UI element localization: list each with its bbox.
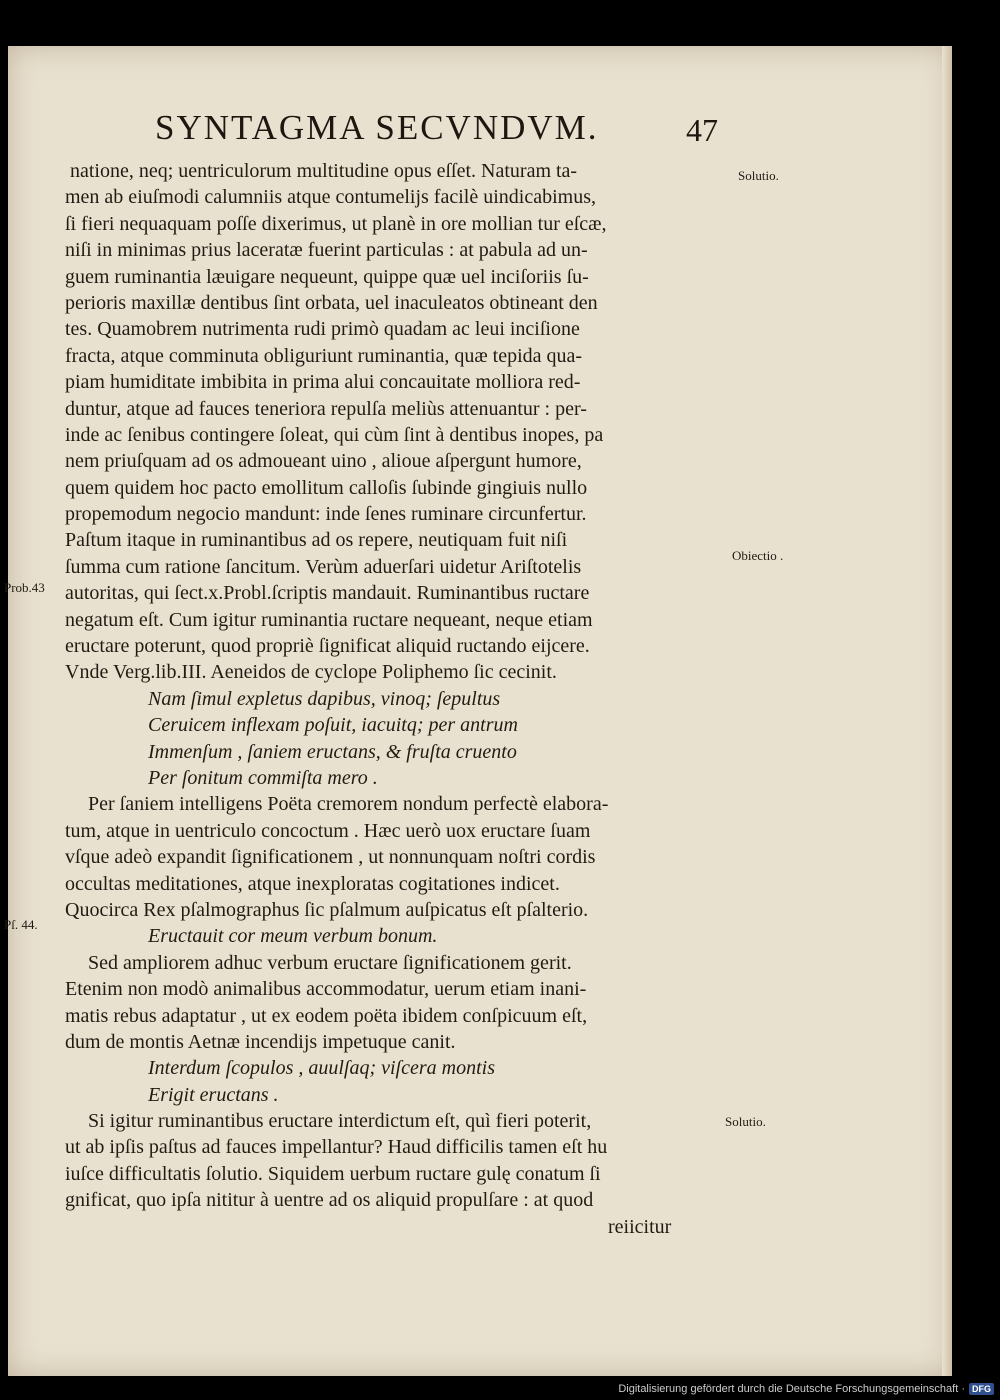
text-line	[0, 1082, 1000, 1108]
text-line-content: guem ruminantia læuigare nequeunt, quippe quæ uel inciſoriis ſu-	[65, 265, 589, 288]
text-line-content: niſi in minimas prius laceratæ fuerint particulas : at pabula ad un-	[65, 239, 588, 262]
margin-note-obiectio: Obiectio .	[732, 548, 784, 563]
page-number: 47	[686, 112, 718, 148]
text-line	[0, 871, 1000, 897]
digitization-footer	[618, 1382, 994, 1396]
text-line-content: Per ſaniem intelligens Poëta cremorem nondum perfectè elabora-	[88, 793, 609, 816]
text-line	[0, 290, 1000, 316]
text-line-content: Ceruicem inflexam poſuit, iacuitq; per antrum	[148, 714, 518, 737]
text-line	[0, 501, 1000, 527]
text-line	[0, 923, 1000, 949]
text-line-content: vſque adeò expandit ſignificationem , ut nonnunquam noſtri cordis	[65, 846, 596, 869]
text-line-content: propemodum negocio mandunt: inde ſenes ruminare circunfertur.	[65, 503, 587, 526]
text-line	[0, 950, 1000, 976]
margin-note-psalm: Pſ. 44.	[4, 917, 38, 932]
text-line	[0, 686, 1000, 712]
text-line-content: Etenim non modò animalibus accommodatur, uerum etiam inani-	[65, 978, 587, 1001]
text-line	[0, 1214, 1000, 1240]
text-line	[0, 607, 1000, 633]
text-line	[0, 739, 1000, 765]
text-line	[0, 396, 1000, 422]
text-line-content: occultas meditationes, atque inexploratas cogitationes indicet.	[65, 872, 560, 895]
text-line	[0, 1029, 1000, 1055]
text-line-content: ſumma cum ratione ſancitum. Verùm aduerſari uidetur Ariſtotelis	[65, 555, 582, 578]
text-line	[0, 1134, 1000, 1160]
text-line-content: Sed ampliorem adhuc verbum eructare ſignificationem gerit.	[88, 951, 572, 974]
text-line-content: Immenſum , ſaniem eructans, & fruſta cruento	[148, 740, 517, 763]
text-line-content: natione, neq; uentriculorum multitudine opus eſſet. Naturam ta-	[70, 160, 578, 182]
text-line-content: tes. Quamobrem nutrimenta rudi primò quadam ac leui inciſione	[65, 318, 580, 341]
text-line	[0, 475, 1000, 501]
margin-note-solutio: Solutio.	[738, 168, 779, 183]
text-line	[0, 976, 1000, 1002]
text-line	[0, 844, 1000, 870]
margin-note-prob: Prob.43	[4, 580, 45, 595]
footer-text: Digitalisierung gefördert durch die Deutsche Forschungsgemeinschaft ·	[618, 1383, 965, 1395]
text-line	[0, 211, 1000, 237]
text-line-content: quem quidem hoc pacto emollitum calloſis ſubinde gingiuis nullo	[65, 476, 588, 499]
text-line-content: inde ac ſenibus contingere ſoleat, qui cùm ſint à dentibus inopes, pa	[65, 423, 604, 446]
text-line	[0, 1108, 1000, 1134]
text-line-content: ut ab ipſis paſtus ad fauces impellantur? Haud difficilis tamen eſt hu	[65, 1136, 608, 1159]
text-line-content: iuſce difficultatis ſolutio. Siquidem uerbum ructare gulę conatum ſi	[65, 1162, 601, 1185]
text-line	[0, 316, 1000, 342]
text-line-content: dum de montis Aetnæ incendijs impetuque canit.	[65, 1030, 456, 1053]
text-line	[0, 1003, 1000, 1029]
text-line	[0, 554, 1000, 580]
text-line	[0, 897, 1000, 923]
text-line-content: Eructauit cor meum verbum bonum.	[148, 925, 438, 948]
text-line	[0, 343, 1000, 369]
text-line-content: ſi fieri nequaquam poſſe dixerimus, ut planè in ore mollian tur eſcæ,	[65, 212, 607, 235]
text-line-content: gnificat, quo ipſa nititur à uentre ad os aliquid propulſare : at quod	[65, 1189, 594, 1212]
text-line	[0, 184, 1000, 210]
dfg-logo-icon: DFG	[969, 1383, 994, 1395]
text-line	[0, 791, 1000, 817]
margin-note-solutio-2: Solutio.	[725, 1114, 766, 1129]
text-line-content: Per ſonitum commiſta mero .	[148, 766, 378, 789]
text-line-content: Erigit eructans .	[148, 1083, 279, 1106]
text-line	[0, 237, 1000, 263]
text-line	[0, 818, 1000, 844]
text-line	[0, 633, 1000, 659]
text-line-content: Paſtum itaque in ruminantibus ad os repere, neutiquam fuit niſi	[65, 529, 568, 552]
text-line-content: eructare poterunt, quod propriè ſignificat aliquid ructando eijcere.	[65, 635, 590, 658]
text-line	[0, 1187, 1000, 1213]
text-line	[0, 1161, 1000, 1187]
text-line-content: matis rebus adaptatur , ut ex eodem poëta ibidem conſpicuum eſt,	[65, 1004, 588, 1027]
text-line-content: Quocirca Rex pſalmographus ſic pſalmum auſpicatus eſt pſalterio.	[65, 898, 589, 921]
body-text	[0, 158, 1000, 1240]
text-line	[0, 527, 1000, 553]
text-line	[0, 580, 1000, 606]
text-line-content: negatum eſt. Cum igitur ruminantia ructare nequeant, neque etiam	[65, 608, 593, 631]
running-head-title: SYNTAGMA SECVNDVM.	[155, 108, 599, 147]
text-line	[0, 1055, 1000, 1081]
text-line-content: Interdum ſcopulos , auulſaq; viſcera montis	[148, 1057, 495, 1080]
text-line	[0, 422, 1000, 448]
text-line-content: duntur, atque ad fauces teneriora repulſa meliùs attenuantur : per-	[65, 397, 587, 420]
text-line-content: piam humiditate imbibita in prima alui concauitate molliora red-	[65, 371, 581, 394]
text-line	[0, 712, 1000, 738]
text-line-content: men ab eiuſmodi calumniis atque contumelijs facilè uindicabimus,	[65, 186, 596, 209]
running-head	[0, 108, 1000, 148]
text-line	[0, 369, 1000, 395]
text-line-content: Nam ſimul expletus dapibus, vinoq; ſepultus	[148, 687, 501, 710]
text-line	[0, 659, 1000, 685]
text-line-content: perioris maxillæ dentibus ſint orbata, uel inaculeatos obtineant den	[65, 291, 598, 314]
text-line-content: fracta, atque comminuta obliguriunt ruminantia, quæ tepida qua-	[65, 344, 583, 367]
text-line-content: nem priuſquam ad os admoueant uino , alioue aſpergunt humore,	[65, 450, 582, 473]
text-line-content: Vnde Verg.lib.III. Aeneidos de cyclope Poliphemo ſic cecinit.	[65, 661, 557, 684]
text-line-content: autoritas, qui ſect.x.Probl.ſcriptis mandauit. Ruminantibus ructare	[65, 582, 590, 605]
text-line-content: reiicitur	[608, 1215, 672, 1238]
text-line-content: tum, atque in uentriculo concoctum . Hæc uerò uox eructare ſuam	[65, 819, 591, 842]
text-line	[0, 158, 1000, 184]
text-line	[0, 264, 1000, 290]
text-line	[0, 448, 1000, 474]
text-line	[0, 765, 1000, 791]
text-line-content: Si igitur ruminantibus eructare interdictum eſt, quì fieri poterit,	[88, 1110, 592, 1133]
